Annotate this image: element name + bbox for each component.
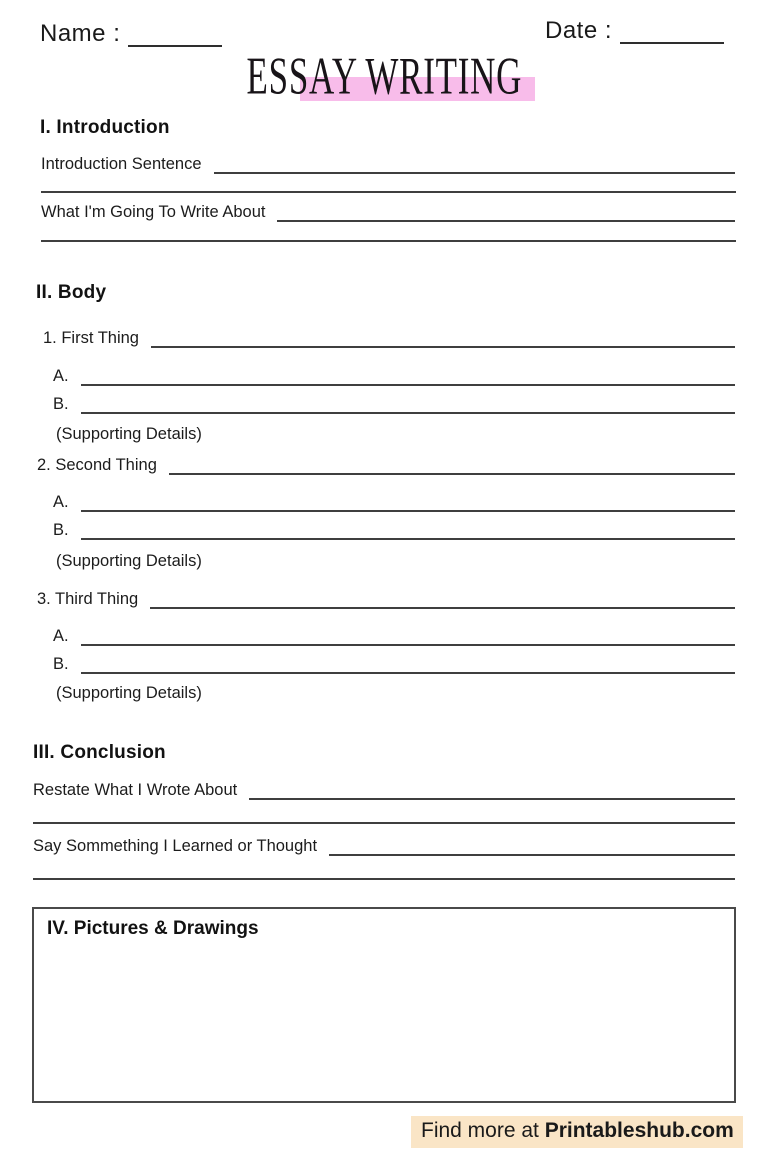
- restate-line[interactable]: [249, 776, 735, 800]
- second-thing-label: 2. Second Thing: [37, 456, 157, 474]
- learned-label: Say Sommething I Learned or Thought: [33, 837, 318, 855]
- date-blank-line[interactable]: [620, 18, 724, 44]
- second-thing-b-line[interactable]: [81, 516, 735, 540]
- pictures-drawings-box[interactable]: [32, 907, 736, 1103]
- intro-sentence-label: Introduction Sentence: [41, 155, 202, 173]
- intro-sentence-line[interactable]: [214, 150, 735, 174]
- third-thing-line[interactable]: [150, 585, 735, 609]
- second-thing-a-label: A.: [53, 493, 69, 511]
- footer-prefix: Find more at: [421, 1119, 545, 1142]
- first-thing-line[interactable]: [151, 324, 735, 348]
- conclusion-heading: III. Conclusion: [33, 742, 166, 763]
- name-label: Name :: [40, 20, 121, 47]
- write-about-row: [41, 200, 735, 222]
- intro-sentence-line-2[interactable]: [41, 191, 736, 193]
- first-thing-b-line[interactable]: [81, 390, 735, 414]
- first-thing-a-row: [53, 364, 735, 386]
- footer-brand-link[interactable]: Printableshub.com: [544, 1119, 734, 1142]
- third-thing-b-row: [53, 652, 735, 674]
- third-thing-a-label: A.: [53, 627, 69, 645]
- second-thing-row: [37, 453, 735, 475]
- page-title: ESSAY WRITING: [246, 46, 522, 106]
- learned-row: [33, 834, 735, 856]
- body-heading: II. Body: [36, 282, 107, 303]
- third-thing-row: [37, 587, 735, 609]
- first-thing-b-label: B.: [53, 395, 69, 413]
- third-thing-a-line[interactable]: [81, 622, 735, 646]
- third-thing-b-label: B.: [53, 655, 69, 673]
- third-thing-a-row: [53, 624, 735, 646]
- restate-line-2[interactable]: [33, 822, 735, 824]
- learned-line[interactable]: [329, 832, 735, 856]
- date-label: Date :: [545, 17, 613, 44]
- first-thing-b-row: [53, 392, 735, 414]
- third-thing-supporting-details: (Supporting Details): [56, 684, 202, 702]
- name-field: [40, 21, 222, 47]
- second-thing-line[interactable]: [169, 451, 735, 475]
- date-field: [545, 18, 724, 44]
- second-thing-b-row: [53, 518, 735, 540]
- third-thing-b-line[interactable]: [81, 650, 735, 674]
- third-thing-label: 3. Third Thing: [37, 590, 139, 608]
- first-thing-a-line[interactable]: [81, 362, 735, 386]
- write-about-line[interactable]: [277, 198, 735, 222]
- second-thing-b-label: B.: [53, 521, 69, 539]
- write-about-label: What I'm Going To Write About: [41, 203, 266, 221]
- second-thing-a-row: [53, 490, 735, 512]
- intro-heading: I. Introduction: [40, 117, 170, 138]
- write-about-line-2[interactable]: [41, 240, 736, 242]
- restate-label: Restate What I Wrote About: [33, 781, 238, 799]
- second-thing-supporting-details: (Supporting Details): [56, 552, 202, 570]
- name-blank-line[interactable]: [128, 21, 222, 47]
- learned-line-2[interactable]: [33, 878, 735, 880]
- title-wrap: [0, 46, 768, 106]
- footer-banner: [411, 1116, 743, 1148]
- first-thing-supporting-details: (Supporting Details): [56, 425, 202, 443]
- restate-row: [33, 778, 735, 800]
- second-thing-a-line[interactable]: [81, 488, 735, 512]
- first-thing-a-label: A.: [53, 367, 69, 385]
- first-thing-row: [43, 326, 735, 348]
- pictures-heading: IV. Pictures & Drawings: [47, 918, 259, 939]
- first-thing-label: 1. First Thing: [43, 329, 139, 347]
- intro-sentence-row: [41, 152, 735, 174]
